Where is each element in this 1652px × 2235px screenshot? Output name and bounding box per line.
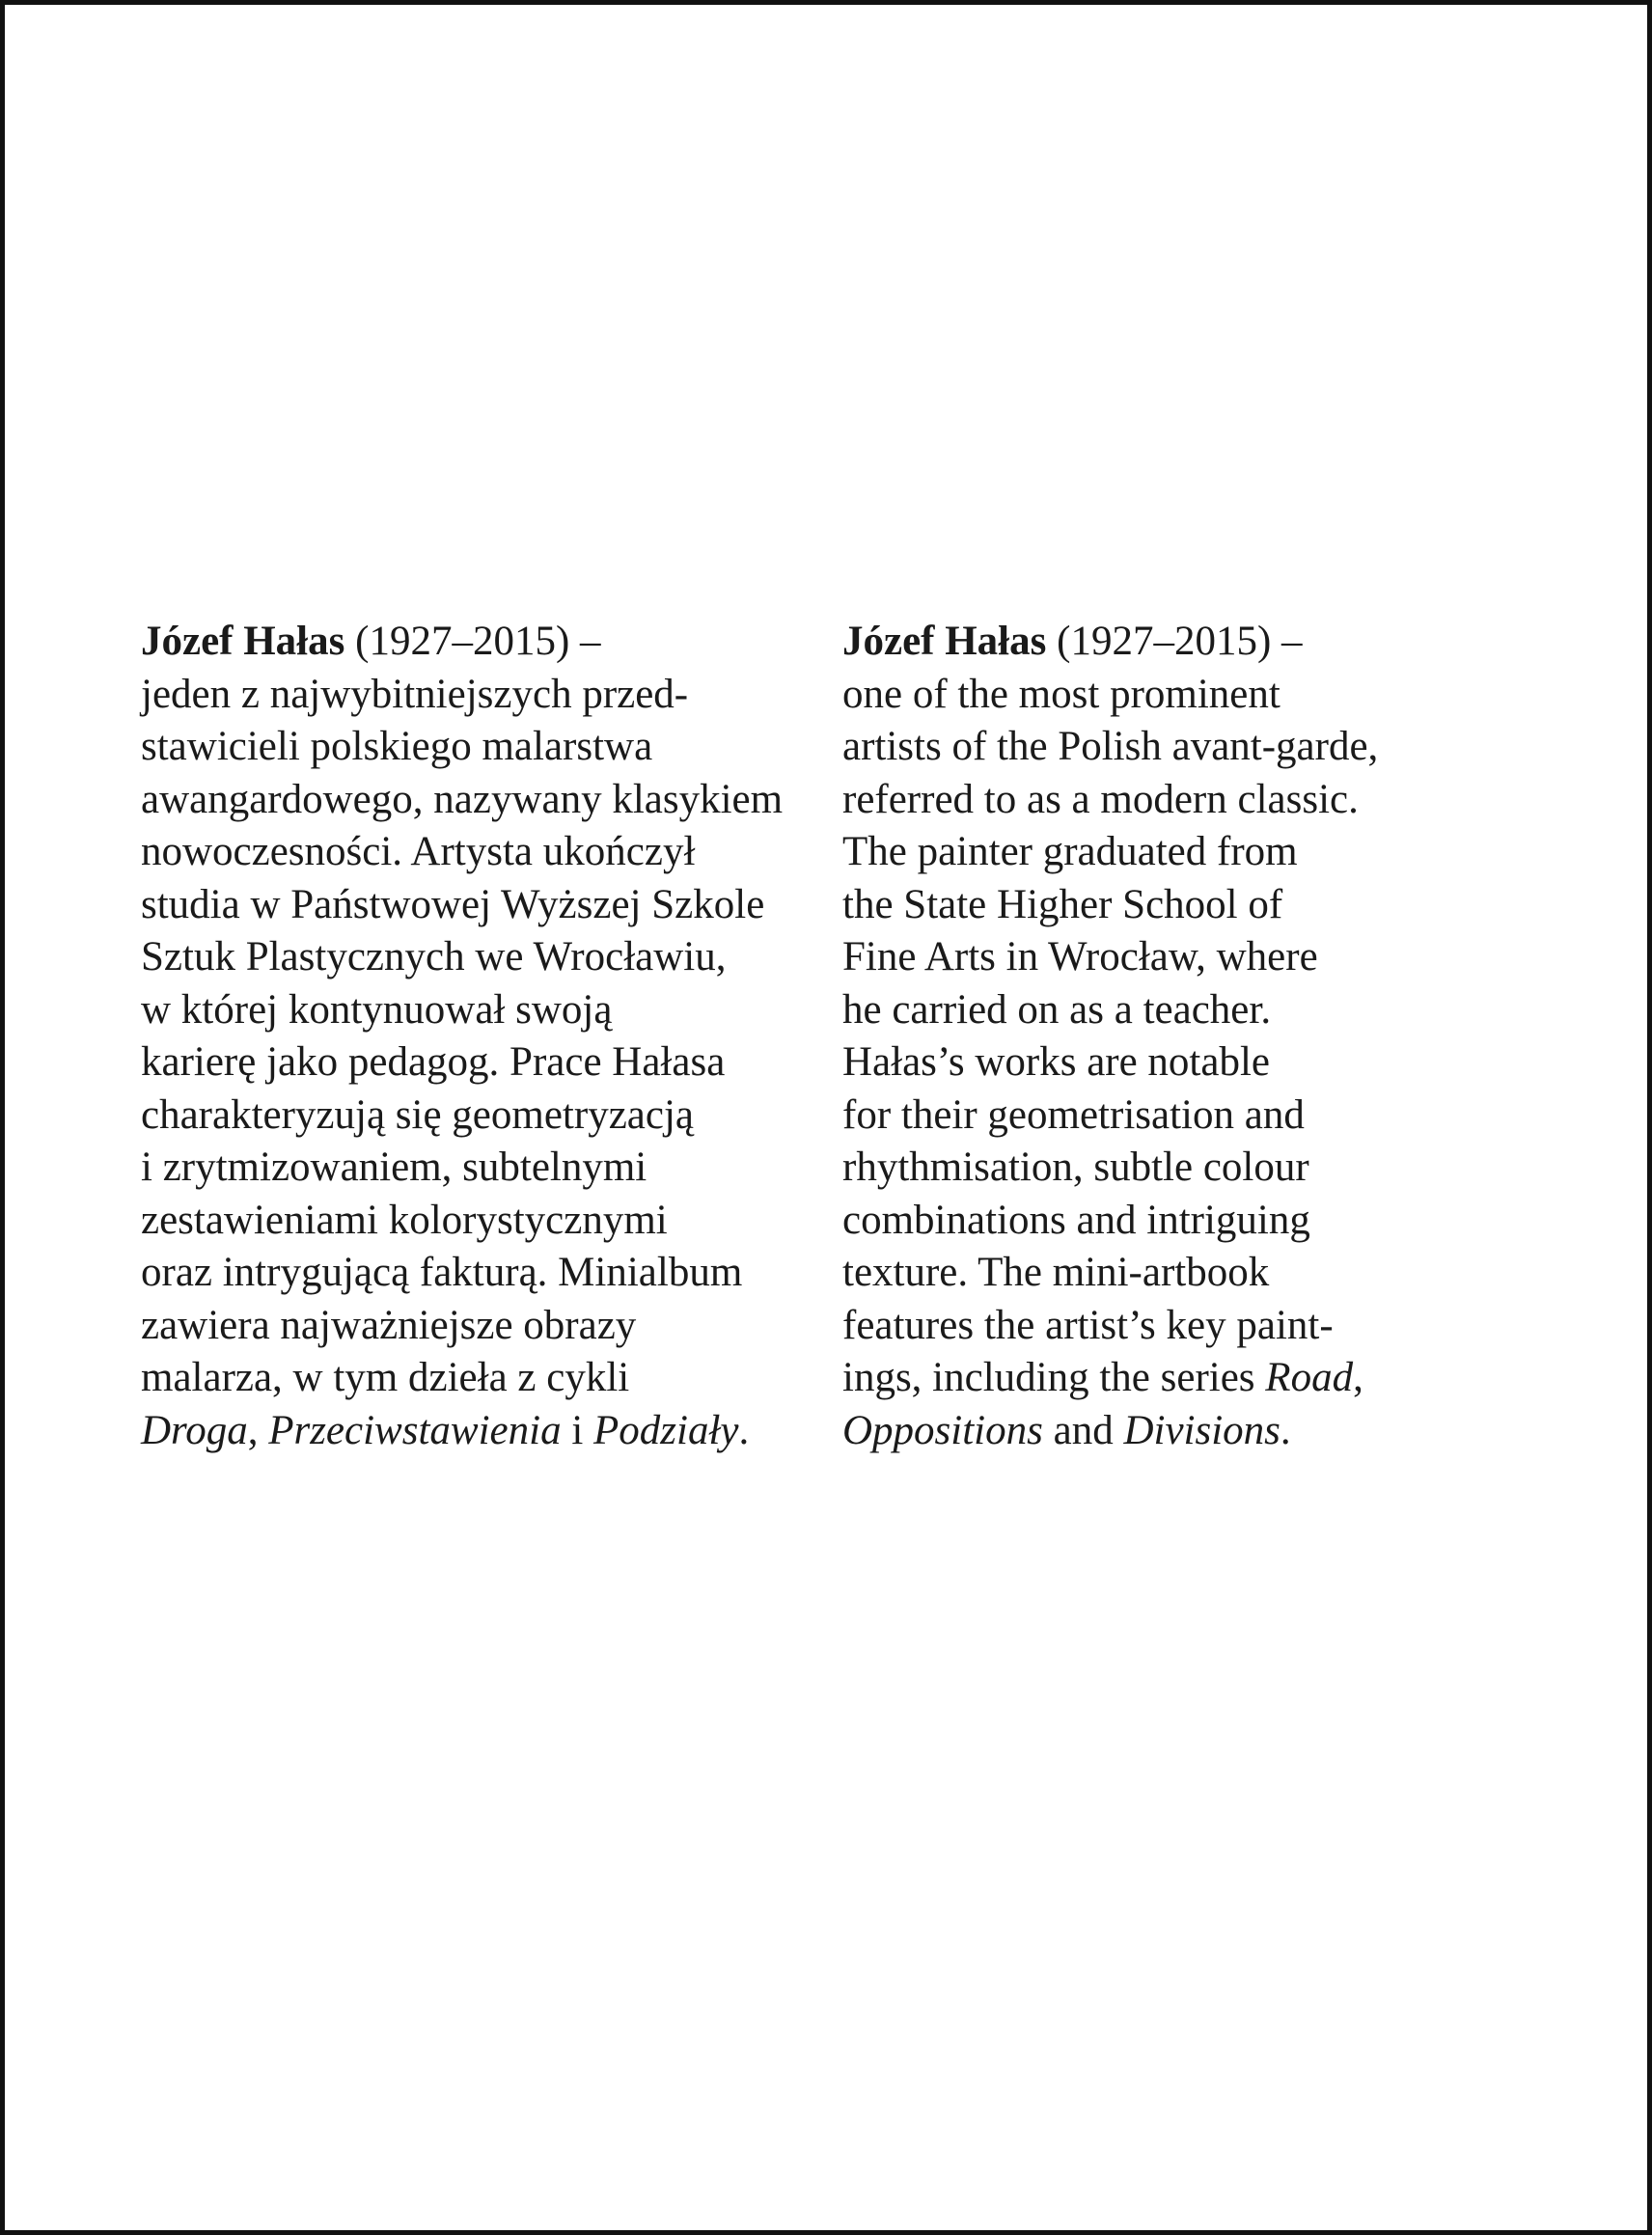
series-title: Divisions	[1123, 1407, 1280, 1453]
polish-description	[141, 616, 783, 1457]
text-line: karierę jako pedagog. Prace Hałasa	[141, 1039, 726, 1085]
text-line: charakteryzują się geometryzacją	[141, 1091, 694, 1138]
series-title: Droga	[141, 1407, 248, 1453]
artist-dates: (1927–2015) –	[344, 619, 601, 664]
series-title: Oppositions	[842, 1407, 1043, 1453]
text-line: oraz intrygującą fakturą. Minialbum	[141, 1250, 743, 1295]
separator: and	[1042, 1407, 1124, 1453]
text-line: i zrytmizowaniem, subtelnymi	[141, 1145, 647, 1190]
polish-heading-line	[141, 616, 783, 669]
text-line: texture. The mini-artbook	[842, 1250, 1270, 1295]
text-line: Hałas’s works are notable	[842, 1039, 1270, 1085]
text-fragment: ings, including the series	[842, 1355, 1266, 1400]
artist-name: Józef Hałas	[842, 619, 1047, 664]
text-line: zestawieniami kolorystycznymi	[141, 1197, 668, 1243]
text-line: he carried on as a teacher.	[842, 986, 1272, 1033]
artist-name: Józef Hałas	[141, 619, 345, 664]
text-line: rhythmisation, subtle colour	[842, 1145, 1309, 1190]
series-title: Przeciwstawienia	[268, 1407, 562, 1453]
text-line: studia w Państwowej Wyższej Szkole	[141, 881, 765, 927]
full-stop: .	[1280, 1407, 1291, 1453]
separator: ,	[247, 1407, 269, 1453]
text-line: jeden z najwybitniejszych przed-	[141, 671, 689, 717]
text-line: the State Higher School of	[842, 881, 1283, 927]
full-stop: .	[738, 1407, 750, 1453]
english-heading-line	[842, 616, 1378, 669]
text-line: Sztuk Plastycznych we Wrocławiu,	[141, 934, 727, 980]
text-line: one of the most prominent	[842, 671, 1280, 717]
text-line: awangardowego, nazywany klasykiem	[141, 776, 784, 822]
text-line: The painter graduated from	[842, 829, 1298, 874]
text-line: combinations and intriguing	[842, 1197, 1310, 1243]
text-line: nowoczesności. Artysta ukończył	[141, 829, 696, 874]
comma: ,	[1353, 1355, 1363, 1400]
series-line	[842, 1405, 1378, 1458]
separator: i	[561, 1407, 594, 1453]
text-line: artists of the Polish avant-garde,	[842, 724, 1379, 769]
series-title: Road	[1265, 1355, 1354, 1400]
text-line: zawiera najważniejsze obrazy	[141, 1302, 637, 1348]
series-line	[141, 1405, 783, 1458]
text-line: w której kontynuował swoją	[141, 986, 613, 1033]
text-line: features the artist’s key paint-	[842, 1302, 1334, 1348]
series-title: Podziały	[593, 1407, 739, 1453]
artist-dates: (1927–2015) –	[1046, 619, 1303, 664]
text-line: stawicieli polskiego malarstwa	[141, 724, 653, 769]
text-line: referred to as a modern classic.	[842, 776, 1359, 822]
text-line: malarza, w tym dzieła z cykli	[141, 1355, 630, 1400]
series-line	[842, 1352, 1378, 1405]
text-line: for their geometrisation and	[842, 1091, 1305, 1138]
english-description	[842, 616, 1378, 1457]
text-line: Fine Arts in Wrocław, where	[842, 934, 1318, 980]
